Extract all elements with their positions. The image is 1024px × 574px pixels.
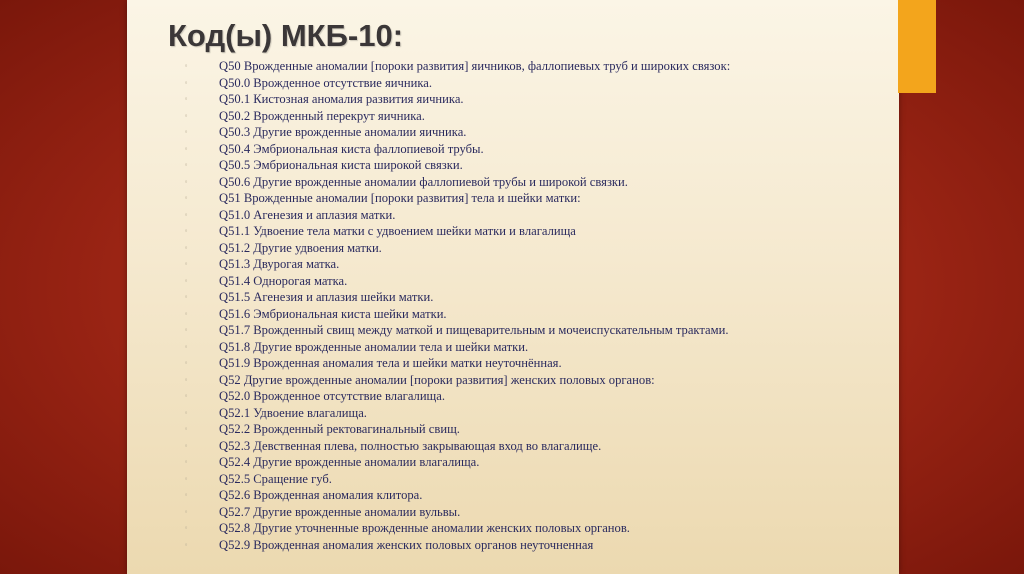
bullet-dot-icon: ◦ [184,176,188,186]
slide-title: Код(ы) МКБ-10: [168,18,404,53]
bullet-dot-icon: ◦ [184,242,188,252]
list-item [180,487,880,504]
bullet-dot-icon: ◦ [184,358,188,367]
list-item-text: Q52 Другие врожденные аномалии [пороки развития] женских половых органов: [219,372,655,387]
list-item [180,454,880,471]
list-item-text: Q51.1 Удвоение тела матки с удвоением шейки матки и влагалища [219,224,576,238]
list-item-text: Q50 Врожденные аномалии [пороки развития] яичников, фаллопиевых труб и широких связок: [219,59,731,73]
bullet-dot-icon: ◦ [184,424,188,433]
list-item-text: Q52.4 Другие врожденные аномалии влагалища. [219,455,480,469]
bullet-dot-icon: ◦ [184,457,188,466]
bullet-dot-icon: ◦ [184,407,188,417]
bullet-dot-icon: ◦ [184,341,188,351]
list-item-text: Q50.0 Врожденное отсутствие яичника. [219,75,433,90]
list-item-text: Q50.3 Другие врожденные аномалии яичника. [219,125,467,139]
list-item [180,405,880,422]
list-item [180,108,880,125]
bullet-dot-icon: ◦ [184,61,188,70]
list-item-text: Q51.0 Агенезия и аплазия матки. [219,207,396,222]
list-item [180,273,880,290]
bullet-dot-icon: ◦ [184,193,188,202]
list-item-text: Q52.2 Врожденный ректовагинальный свищ. [219,422,460,436]
list-item-text: Q52.0 Врожденное отсутствие влагалища. [219,389,445,403]
list-item [180,223,880,240]
list-item [180,190,880,207]
bullet-dot-icon: ◦ [184,110,188,120]
list-item [180,438,880,455]
bullet-dot-icon: ◦ [184,308,188,318]
list-item-text: Q50.2 Врожденный перекрут яичника. [219,108,425,123]
bullet-dot-icon: ◦ [184,160,188,169]
list-item [180,537,880,554]
list-item [180,388,880,405]
list-item [180,520,880,537]
list-item-text: Q52.6 Врожденная аномалия клитора. [219,488,423,502]
list-item-text: Q52.7 Другие врожденные аномалии вульвы. [219,504,461,519]
list-item [180,75,880,92]
list-item-text: Q52.9 Врожденная аномалия женских половых органов неуточненная [219,537,594,552]
list-item [180,471,880,488]
list-item [180,339,880,356]
bullet-dot-icon: ◦ [184,490,188,499]
list-item-text: Q52.3 Девственная плева, полностью закрывающая вход во влагалище. [219,438,602,453]
list-item [180,421,880,438]
bullet-dot-icon: ◦ [184,374,188,384]
bullet-dot-icon: ◦ [184,523,188,532]
list-item [180,157,880,174]
bullet-dot-icon: ◦ [184,275,188,285]
list-item-text: Q51.7 Врожденный свищ между маткой и пищеварительным и мочеиспускательным трактами. [219,323,729,337]
bullet-dot-icon: ◦ [184,94,188,103]
list-item [180,289,880,306]
list-item-text: Q51 Врожденные аномалии [пороки развития] тела и шейки матки: [219,191,581,205]
list-item [180,174,880,191]
list-item [180,355,880,372]
icd-code-list [180,58,880,553]
list-item-text: Q52.5 Сращение губ. [219,471,332,486]
list-item-text: Q50.1 Кистозная аномалия развития яичника. [219,92,464,106]
list-item [180,306,880,323]
bullet-dot-icon: ◦ [184,143,188,153]
bullet-dot-icon: ◦ [184,473,188,483]
list-item-text: Q51.2 Другие удвоения матки. [219,240,382,255]
bullet-dot-icon: ◦ [184,209,188,219]
list-item-text: Q51.5 Агенезия и аплазия шейки матки. [219,290,434,304]
list-item-text: Q51.3 Двурогая матка. [219,257,340,271]
list-item-text: Q51.4 Однорогая матка. [219,273,348,288]
list-item-text: Q51.8 Другие врожденные аномалии тела и шейки матки. [219,339,529,354]
list-item [180,58,880,75]
list-item [180,504,880,521]
bullet-dot-icon: ◦ [184,539,188,549]
bullet-dot-icon: ◦ [184,391,188,400]
list-item [180,141,880,158]
list-item [180,256,880,273]
list-item-text: Q51.6 Эмбриональная киста шейки матки. [219,306,447,321]
bullet-dot-icon: ◦ [184,259,188,268]
bullet-dot-icon: ◦ [184,77,188,87]
bullet-dot-icon: ◦ [184,440,188,450]
list-item [180,207,880,224]
bullet-dot-icon: ◦ [184,226,188,235]
list-item-text: Q50.5 Эмбриональная киста широкой связки. [219,158,463,172]
list-item-text: Q52.1 Удвоение влагалища. [219,405,367,420]
list-item-text: Q50.4 Эмбриональная киста фаллопиевой трубы. [219,141,484,156]
bullet-dot-icon: ◦ [184,506,188,516]
list-item-text: Q51.9 Врожденная аномалия тела и шейки матки неуточнённая. [219,356,562,370]
bullet-dot-icon: ◦ [184,127,188,136]
list-item [180,124,880,141]
accent-block [898,0,936,93]
list-item [180,322,880,339]
bullet-dot-icon: ◦ [184,325,188,334]
list-item [180,91,880,108]
list-item-text: Q52.8 Другие уточненные врожденные аномалии женских половых органов. [219,521,630,535]
list-item-text: Q50.6 Другие врожденные аномалии фаллопиевой трубы и широкой связки. [219,174,628,189]
list-item [180,240,880,257]
bullet-dot-icon: ◦ [184,292,188,301]
list-item [180,372,880,389]
